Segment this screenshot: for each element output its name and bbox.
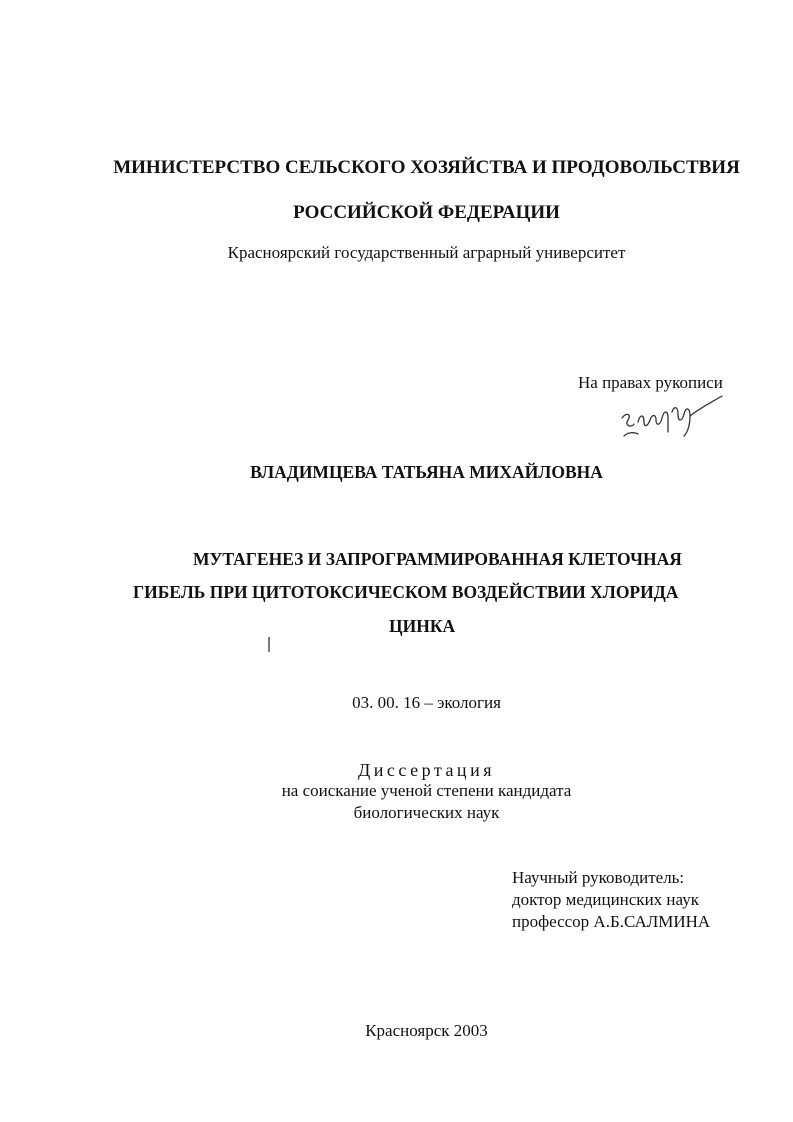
ministry-name-line2: РОССИЙСКОЙ ФЕДЕРАЦИИ: [293, 202, 560, 223]
university-name: Красноярский государственный аграрный университет: [227, 243, 626, 262]
document-type: Диссертация: [358, 760, 495, 780]
advisor-degree: доктор медицинских наук: [512, 890, 699, 909]
thesis-title-line2: ГИБЕЛЬ ПРИ ЦИТОТОКСИЧЕСКОМ ВОЗДЕЙСТВИИ ХЛОРИДА: [133, 582, 679, 602]
specialty-code: 03. 00. 16 – экология: [352, 693, 501, 712]
thesis-title-line1: МУТАГЕНЕЗ И ЗАПРОГРАММИРОВАННАЯ КЛЕТОЧНАЯ: [193, 549, 682, 569]
advisor-name: профессор А.Б.САЛМИНА: [512, 912, 711, 931]
advisor-label: Научный руководитель:: [512, 868, 685, 887]
scan-artifact-mark: [268, 637, 270, 652]
thesis-title-line3: ЦИНКА: [389, 616, 456, 636]
ministry-name-line1: МИНИСТЕРСТВО СЕЛЬСКОГО ХОЗЯЙСТВА И ПРОДОВОЛЬСТВИЯ: [113, 157, 740, 178]
author-name: ВЛАДИМЦЕВА ТАТЬЯНА МИХАЙЛОВНА: [250, 462, 603, 482]
degree-line2: биологических наук: [353, 803, 500, 822]
degree-line1: на соискание ученой степени кандидата: [281, 781, 572, 800]
city-and-year: Красноярск 2003: [365, 1021, 488, 1040]
manuscript-rights-label: На правах рукописи: [578, 373, 723, 392]
handwritten-signature: [618, 392, 728, 444]
